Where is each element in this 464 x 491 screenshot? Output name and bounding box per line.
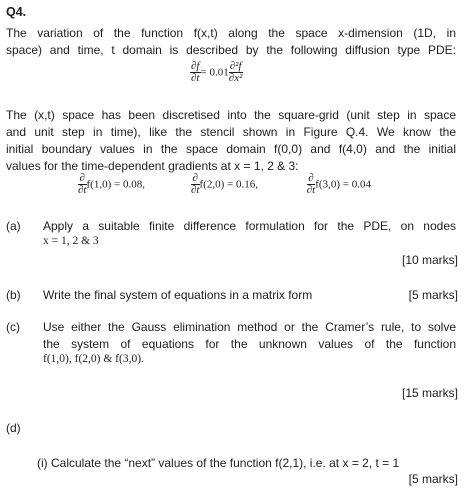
gradient-3-numerator: ∂ bbox=[308, 172, 314, 184]
gradient-1-denominator: ∂t bbox=[78, 184, 87, 196]
body-line-4: values for the time-dependent gradients at x = 1, 2 & 3: bbox=[6, 159, 299, 173]
gradient-1 bbox=[78, 173, 191, 196]
part-b-text: Write the final system of equations in a matrix form bbox=[43, 288, 313, 302]
body-line-2: and unit step in time), like the stencil shown in Figure Q.4. We know the bbox=[6, 125, 456, 139]
gradient-3-denominator: ∂t bbox=[306, 184, 316, 196]
body-line-1: The (x,t) space has been discretised into the square-grid (unit step in space bbox=[6, 108, 456, 122]
gradient-3 bbox=[304, 172, 371, 196]
pde-equation bbox=[190, 61, 243, 84]
gradient-2-expression: f(2,0) = 0.16, bbox=[199, 178, 258, 191]
pde-lhs-denominator: ∂t bbox=[191, 72, 200, 84]
part-c-line-3: f(1,0), f(2,0) & f(3,0). bbox=[43, 353, 144, 365]
part-a-line-1: Apply a suitable finite difference formulation for the PDE, on nodes bbox=[43, 219, 456, 233]
gradient-1-numerator: ∂ bbox=[79, 172, 85, 184]
part-a-marks: [10 marks] bbox=[401, 253, 458, 267]
pde-equals: = 0.01 bbox=[200, 66, 229, 79]
part-b-marks: [5 marks] bbox=[408, 288, 458, 302]
part-d-marks: [5 marks] bbox=[408, 472, 458, 486]
gradient-2-numerator: ∂ bbox=[192, 172, 198, 184]
body-line-3: initial boundary values in the space domain f(0,0) and f(4,0) and the initial bbox=[6, 142, 456, 156]
intro-line-2: space) and time, t domain is described by the following diffusion type PDE: bbox=[6, 43, 456, 57]
part-c-label: (c) bbox=[6, 320, 20, 334]
part-b-label: (b) bbox=[6, 288, 21, 302]
pde-rhs-denominator: ∂x² bbox=[228, 72, 243, 84]
part-a-label: (a) bbox=[6, 219, 21, 233]
gradient-2 bbox=[191, 173, 304, 196]
part-a-line-2: x = 1, 2 & 3 bbox=[43, 235, 99, 247]
part-c-marks: [15 marks] bbox=[401, 386, 458, 400]
pde-rhs-fraction bbox=[229, 61, 243, 84]
part-c-line-2: the system of equations for the unknown values of the function bbox=[43, 337, 456, 351]
question-number: Q4. bbox=[6, 5, 27, 19]
pde-rhs-numerator: ∂²f bbox=[229, 60, 242, 72]
part-d-label: (d) bbox=[6, 421, 21, 435]
pde-lhs-fraction bbox=[190, 61, 201, 84]
gradient-1-expression: f(1,0) = 0.08, bbox=[86, 178, 145, 191]
intro-line-1: The variation of the function f(x,t) along the space x-dimension (1D, in bbox=[6, 26, 456, 40]
part-d-i-text: (i) Calculate the “next” values of the function f(2,1), i.e. at x = 2, t = 1 bbox=[37, 456, 400, 470]
part-c-line-1: Use either the Gauss elimination method or the Cramer’s rule, to solve bbox=[43, 320, 456, 334]
pde-lhs-numerator: ∂f bbox=[191, 60, 200, 72]
gradient-values bbox=[78, 173, 371, 196]
gradient-3-expression: f(3,0) = 0.04 bbox=[315, 178, 371, 191]
gradient-2-denominator: ∂t bbox=[191, 184, 200, 196]
